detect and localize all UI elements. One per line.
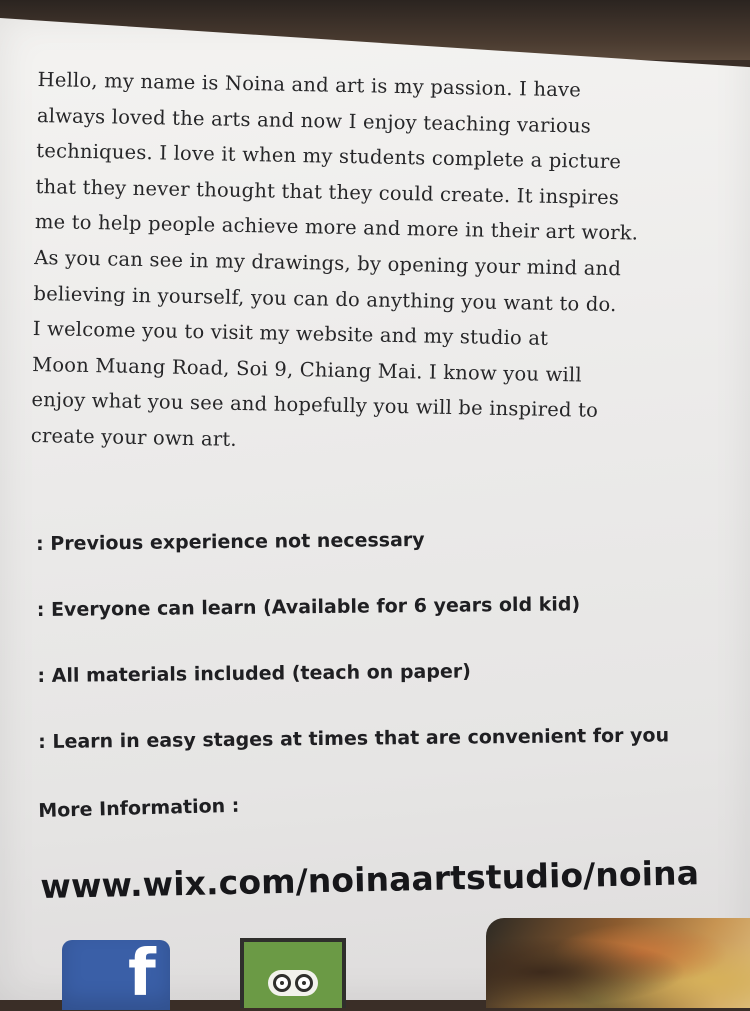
intro-line: create your own art.: [30, 423, 238, 451]
feature-item-stages: : Learn in easy stages at times that are convenient for you: [38, 724, 670, 753]
intro-line: always loved the arts and now I enjoy teaching various: [36, 103, 592, 138]
intro-line: me to help people achieve more and more in their art work.: [34, 210, 639, 245]
intro-line: that they never thought that they could create. It inspires: [35, 174, 620, 209]
more-information-label: More Information :: [38, 794, 240, 822]
tripadvisor-icon[interactable]: [240, 938, 346, 1008]
intro-line: Moon Muang Road, Soi 9, Chiang Mai. I know you will: [31, 352, 583, 387]
feature-item-everyone: : Everyone can learn (Available for 6 years old kid): [36, 593, 581, 621]
intro-line: Hello, my name is Noina and art is my passion. I have: [37, 67, 582, 102]
artwork-image: [486, 918, 750, 1008]
intro-line: As you can see in my drawings, by opening your mind and: [34, 245, 622, 281]
intro-line: techniques. I love it when my students complete a picture: [36, 139, 622, 174]
website-url[interactable]: www.wix.com/noinaartstudio/noina: [40, 853, 700, 906]
feature-item-experience: : Previous experience not necessary: [36, 528, 425, 555]
intro-line: believing in yourself, you can do anything you want to do.: [33, 281, 617, 316]
feature-item-materials: : All materials included (teach on paper): [37, 660, 471, 687]
facebook-icon[interactable]: f: [62, 940, 170, 1010]
intro-line: I welcome you to visit my website and my studio at: [32, 317, 549, 350]
intro-paragraph: [30, 62, 727, 467]
intro-line: enjoy what you see and hopefully you will be inspired to: [31, 388, 599, 423]
